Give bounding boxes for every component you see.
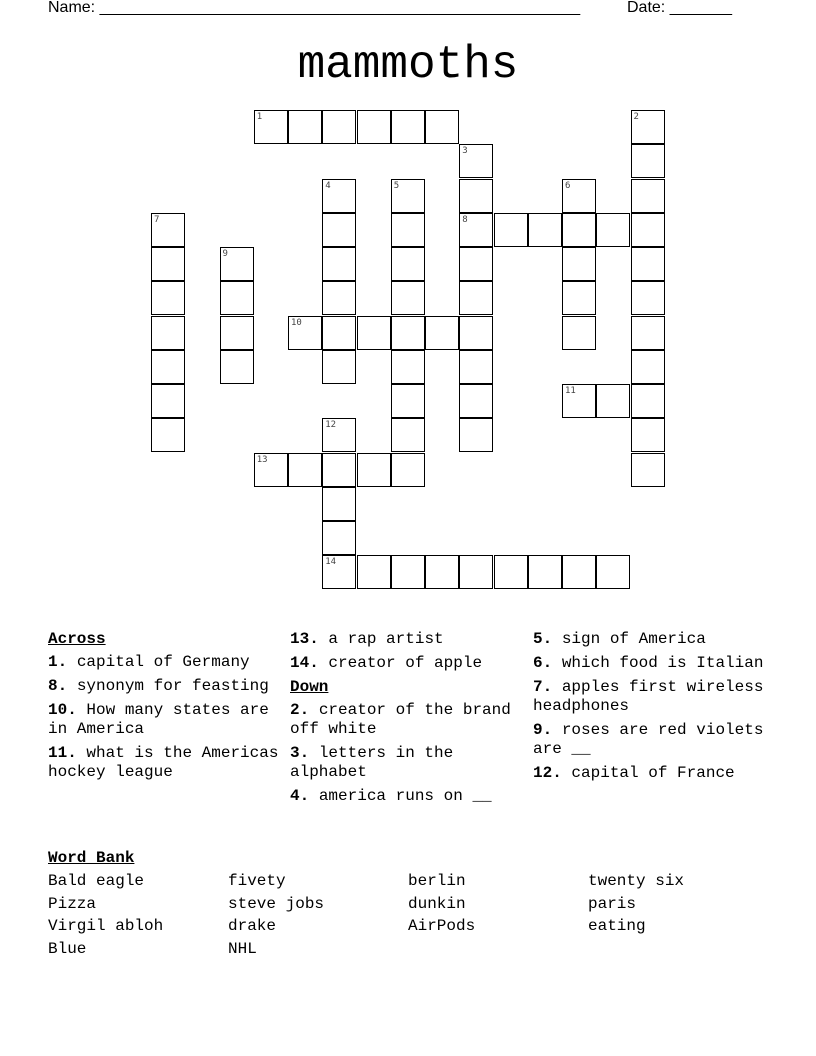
grid-cell[interactable] (562, 247, 596, 281)
word-bank-item: paris (588, 894, 637, 913)
grid-cell[interactable] (631, 316, 665, 350)
word-bank-item: Blue (48, 939, 87, 958)
puzzle-title: mammoths (297, 39, 519, 91)
grid-cell[interactable] (631, 247, 665, 281)
name-field-label: Name: ______________________________________________________ (48, 0, 581, 16)
clue-down-6 (533, 654, 768, 673)
grid-cell[interactable] (391, 555, 425, 589)
clue-text: what is the Americas hockey league (48, 744, 279, 781)
clue-across-10 (48, 701, 283, 739)
grid-cell[interactable] (631, 144, 665, 178)
grid-cell[interactable] (322, 453, 356, 487)
grid-cell[interactable] (596, 555, 630, 589)
clue-column-3 (533, 630, 768, 788)
grid-cell[interactable] (631, 418, 665, 452)
clue-number: 9. (533, 721, 553, 739)
clue-text: letters in the alphabet (290, 744, 454, 781)
grid-cell[interactable] (151, 350, 185, 384)
grid-cell[interactable] (459, 418, 493, 452)
clue-across-14 (290, 654, 525, 673)
grid-cell[interactable] (596, 384, 630, 418)
grid-cell[interactable] (322, 213, 356, 247)
cell-number: 8 (462, 214, 468, 225)
clue-down-12 (533, 764, 768, 783)
grid-cell[interactable] (631, 179, 665, 213)
cell-number: 10 (291, 317, 302, 328)
clue-down-7 (533, 678, 768, 716)
grid-cell[interactable] (288, 453, 322, 487)
clue-column-2 (290, 630, 525, 811)
clue-text: capital of France (571, 764, 735, 782)
grid-cell[interactable] (357, 316, 391, 350)
clue-text: apples first wireless headphones (533, 678, 764, 715)
clue-text: roses are red violets are __ (533, 721, 764, 758)
clue-text: How many states are in America (48, 701, 269, 738)
grid-cell[interactable] (357, 110, 391, 144)
clue-down-9 (533, 721, 768, 759)
clue-down-2 (290, 701, 525, 739)
grid-cell[interactable] (322, 110, 356, 144)
clue-number: 5. (533, 630, 553, 648)
grid-cell[interactable] (151, 384, 185, 418)
grid-cell[interactable] (425, 110, 459, 144)
cell-number: 12 (325, 420, 337, 431)
grid-cell[interactable] (391, 418, 425, 452)
word-bank-title: Word Bank (48, 849, 135, 867)
grid-cell[interactable] (425, 555, 459, 589)
grid-cell[interactable] (220, 281, 254, 315)
grid-cell[interactable] (391, 453, 425, 487)
cell-number: 7 (154, 214, 160, 225)
cell-number: 14 (325, 557, 337, 568)
clue-number: 2. (290, 701, 310, 719)
clue-number: 10. (48, 701, 77, 719)
grid-cell[interactable] (562, 555, 596, 589)
clue-number: 6. (533, 654, 553, 672)
clue-number: 11. (48, 744, 77, 762)
word-bank-item: dunkin (408, 894, 466, 913)
word-bank-item: fivety (228, 872, 286, 890)
clue-number: 13. (290, 630, 319, 648)
clue-text: a rap artist (328, 630, 444, 648)
grid-cell[interactable] (322, 281, 356, 315)
word-bank-item: drake (228, 917, 277, 936)
date-field-label: Date: _______ (627, 0, 732, 16)
clue-down-3 (290, 744, 525, 782)
clue-number: 4. (290, 787, 310, 805)
cell-number: 6 (565, 180, 571, 191)
clue-number: 14. (290, 654, 319, 672)
grid-cell[interactable] (562, 213, 596, 247)
cell-number: 11 (565, 386, 576, 396)
word-bank-item: steve jobs (228, 894, 325, 913)
cell-number: 4 (325, 180, 331, 191)
clue-text: capital of Germany (76, 653, 250, 671)
cell-number: 13 (256, 454, 268, 465)
grid-cell[interactable] (528, 555, 562, 589)
clue-across-8 (48, 677, 283, 696)
word-bank-item: eating (588, 917, 646, 936)
grid-cell[interactable] (391, 110, 425, 144)
clue-number: 7. (533, 678, 553, 696)
clue-text: which food is Italian (561, 654, 764, 672)
grid-cell[interactable] (391, 213, 425, 247)
grid-cell[interactable] (528, 213, 562, 247)
grid-cell[interactable] (391, 350, 425, 384)
grid-cell[interactable] (151, 418, 185, 452)
clue-across-1 (48, 653, 283, 672)
grid-cell[interactable] (357, 453, 391, 487)
grid-cell[interactable] (631, 350, 665, 384)
clue-text: creator of apple (328, 654, 483, 672)
word-bank-item: twenty six (588, 872, 685, 890)
grid-cell[interactable] (220, 350, 254, 384)
grid-cell[interactable] (322, 316, 356, 350)
word-bank-item: AirPods (408, 917, 476, 936)
grid-cell[interactable] (631, 281, 665, 315)
word-bank-item: Pizza (48, 894, 97, 913)
grid-cell[interactable] (631, 453, 665, 487)
grid-cell[interactable] (459, 350, 493, 384)
grid-cell[interactable] (425, 316, 459, 350)
clue-number: 3. (290, 744, 310, 762)
cell-number: 1 (256, 112, 263, 122)
clue-number: 1. (48, 653, 68, 671)
grid-cell[interactable] (494, 555, 528, 589)
grid-cell[interactable] (391, 281, 425, 315)
clue-text: synonym for feasting (76, 677, 269, 695)
grid-cell[interactable] (322, 247, 356, 281)
grid-cell[interactable] (151, 316, 185, 350)
clue-down-4 (290, 787, 525, 806)
word-bank-item: NHL (228, 939, 257, 958)
grid-cell[interactable] (391, 316, 425, 350)
grid-cell[interactable] (631, 213, 665, 247)
word-bank-item: berlin (408, 872, 466, 890)
grid-cell[interactable] (631, 384, 665, 418)
grid-cell[interactable] (322, 350, 356, 384)
grid-cell[interactable] (459, 179, 493, 213)
clue-across-13 (290, 630, 525, 649)
grid-cell[interactable] (562, 281, 596, 315)
grid-cell[interactable] (562, 316, 596, 350)
grid-cell[interactable] (391, 247, 425, 281)
grid-cell[interactable] (151, 281, 185, 315)
grid-cell[interactable] (459, 281, 493, 315)
clue-column-1 (48, 630, 283, 787)
down-heading: Down (290, 678, 329, 696)
grid-cell[interactable] (151, 247, 185, 281)
clue-number: 8. (48, 677, 68, 695)
clue-text: creator of the brand off white (290, 701, 511, 738)
grid-cell[interactable] (494, 213, 528, 247)
grid-cell[interactable] (459, 247, 493, 281)
grid-cell[interactable] (596, 213, 630, 247)
word-bank-item: Virgil abloh (48, 917, 164, 936)
grid-cell[interactable] (322, 487, 356, 521)
grid-cell[interactable] (288, 110, 322, 144)
grid-cell[interactable] (357, 555, 391, 589)
clue-across-11 (48, 744, 283, 782)
across-heading: Across (48, 630, 106, 648)
word-bank-item: Bald eagle (48, 872, 145, 890)
cell-number: 3 (462, 146, 468, 157)
grid-cell[interactable] (220, 316, 254, 350)
grid-cell[interactable] (459, 555, 493, 589)
clue-text: america runs on __ (318, 787, 492, 805)
cell-number: 5 (393, 180, 400, 191)
grid-cell[interactable] (459, 384, 493, 418)
cell-number: 2 (633, 112, 639, 122)
clue-number: 12. (533, 764, 562, 782)
grid-cell[interactable] (391, 384, 425, 418)
word-bank (48, 870, 768, 960)
grid-cell[interactable] (459, 316, 493, 350)
clue-text: sign of America (561, 630, 706, 648)
clue-down-5 (533, 630, 768, 649)
grid-cell[interactable] (322, 521, 356, 555)
cell-number: 9 (222, 249, 228, 259)
